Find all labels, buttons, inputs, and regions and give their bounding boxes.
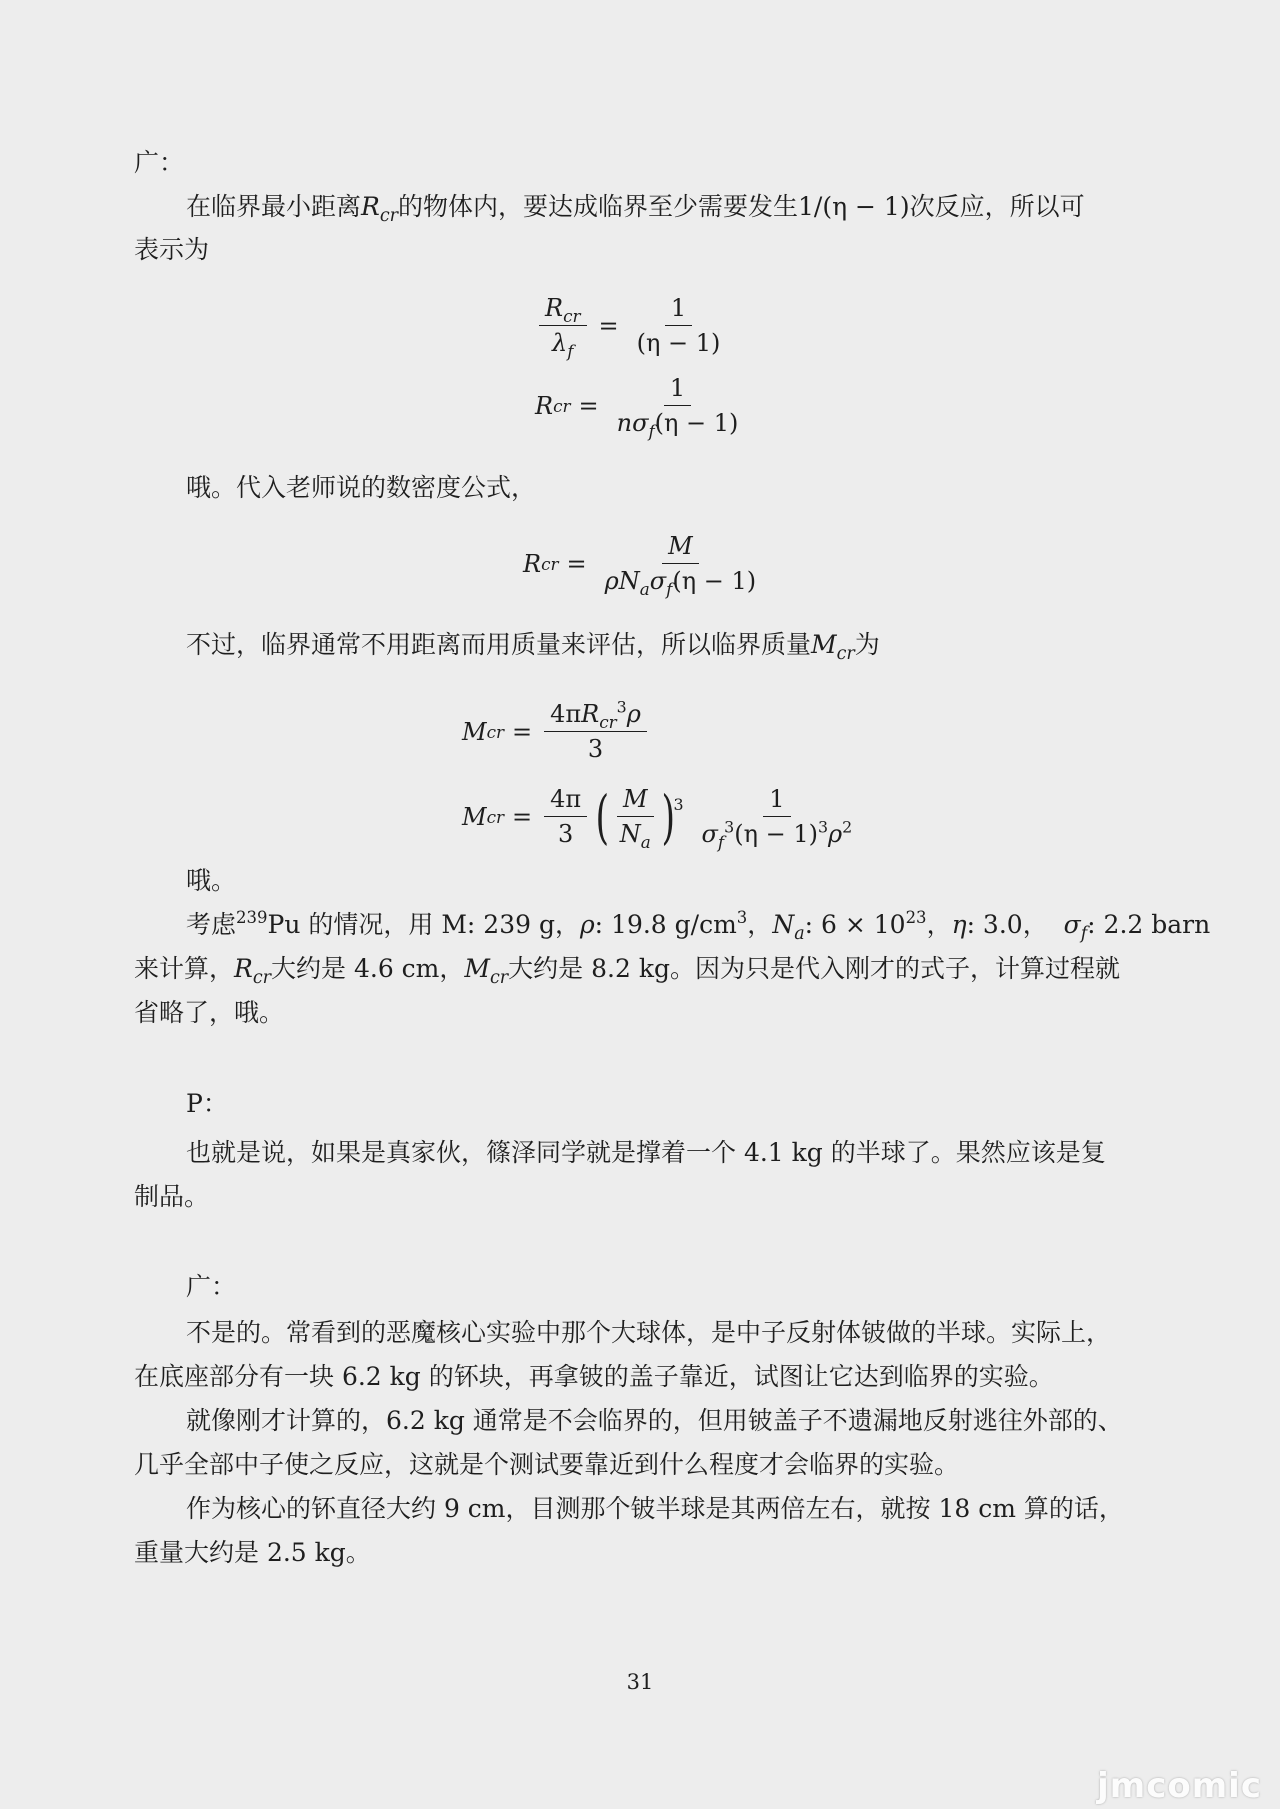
page-number: 31 <box>626 1670 654 1694</box>
paragraph-line: 就像刚才计算的，6.2 kg 通常是不会临界的，但用铍盖子不遗漏地反射逃往外部的、 <box>186 1406 1123 1435</box>
speaker-label: 广： <box>134 148 185 177</box>
paragraph-line: 不是的。常看到的恶魔核心实验中那个大球体，是中子反射体铍做的半球。实际上， <box>186 1318 1112 1347</box>
paragraph-line: 在临界最小距离$R_{cr}$的物体内，要达成临界至少需要发生1/(η − 1)次反应，所以可 <box>186 192 1085 227</box>
speaker-label: P： <box>186 1089 228 1118</box>
paragraph-line: 来计算，$R_{cr}$大约是 4.6 cm，$M_{cr}$大约是 8.2 kg。因为只是代入刚才的式子，计算过程就 <box>134 954 1120 989</box>
paragraph-line: 制品。 <box>134 1182 210 1211</box>
paragraph-line: 省略了，哦。 <box>134 998 285 1027</box>
equation-mcr-volume: M cr = $\frac{4\pi R_{cr}^3\rho}{3}$ <box>462 700 651 763</box>
paragraph-line: 作为核心的钚直径大约 9 cm，目测那个铍半球是其两倍左右，就按 18 cm 算的话， <box>186 1494 1124 1523</box>
paragraph-line: 哦。 <box>186 866 237 895</box>
watermark-logo: jmcomic <box>1097 1766 1262 1806</box>
equation-rcr-sigma: R cr = $\frac{1}{n\sigma_f(\eta - 1)}$ <box>535 374 739 441</box>
equation-rcr-density: R cr = $\frac{M}{\rho N_a\sigma_f(\eta - 1)}$ <box>523 532 757 599</box>
paragraph-line: 不过，临界通常不用距离而用质量来评估，所以临界质量$M_{cr}$为 <box>186 630 880 665</box>
speaker-label: 广： <box>186 1272 237 1301</box>
paragraph-line: 在底座部分有一块 6.2 kg 的钚块，再拿铍的盖子靠近，试图让它达到临界的实验。 <box>134 1362 1054 1391</box>
paragraph-line: 几乎全部中子使之反应，这就是个测试要靠近到什么程度才会临界的实验。 <box>134 1450 960 1479</box>
equation-rcr-lambda: $\frac{R_{cr}}{\lambda_f}$ = $\frac{1}{(\eta - 1)}$ <box>535 294 730 357</box>
equation-mcr-final: M cr = $\frac{4\pi}{3}$ ( $\frac{M}{N_a}$ ) $^3$ $\frac{1}{\sigma_f^3(\eta - 1)^3\rho^2}$ <box>462 782 853 852</box>
paragraph-line: 考虑$^{239}$Pu 的情况，用 M: 239 g，ρ: 19.8 $g/cm^3$，$N_a$: $6 \times 10^{23}$，η: 3.0， $\sigma_f$: 2.2 barn <box>186 908 1211 945</box>
paragraph-line: 也就是说，如果是真家伙，篠泽同学就是撑着一个 4.1 kg 的半球了。果然应该是复 <box>186 1138 1106 1167</box>
paragraph-line: 哦。代入老师说的数密度公式， <box>186 473 537 502</box>
paragraph-line: 重量大约是 2.5 kg。 <box>134 1538 371 1567</box>
paragraph-line: 表示为 <box>134 235 210 264</box>
